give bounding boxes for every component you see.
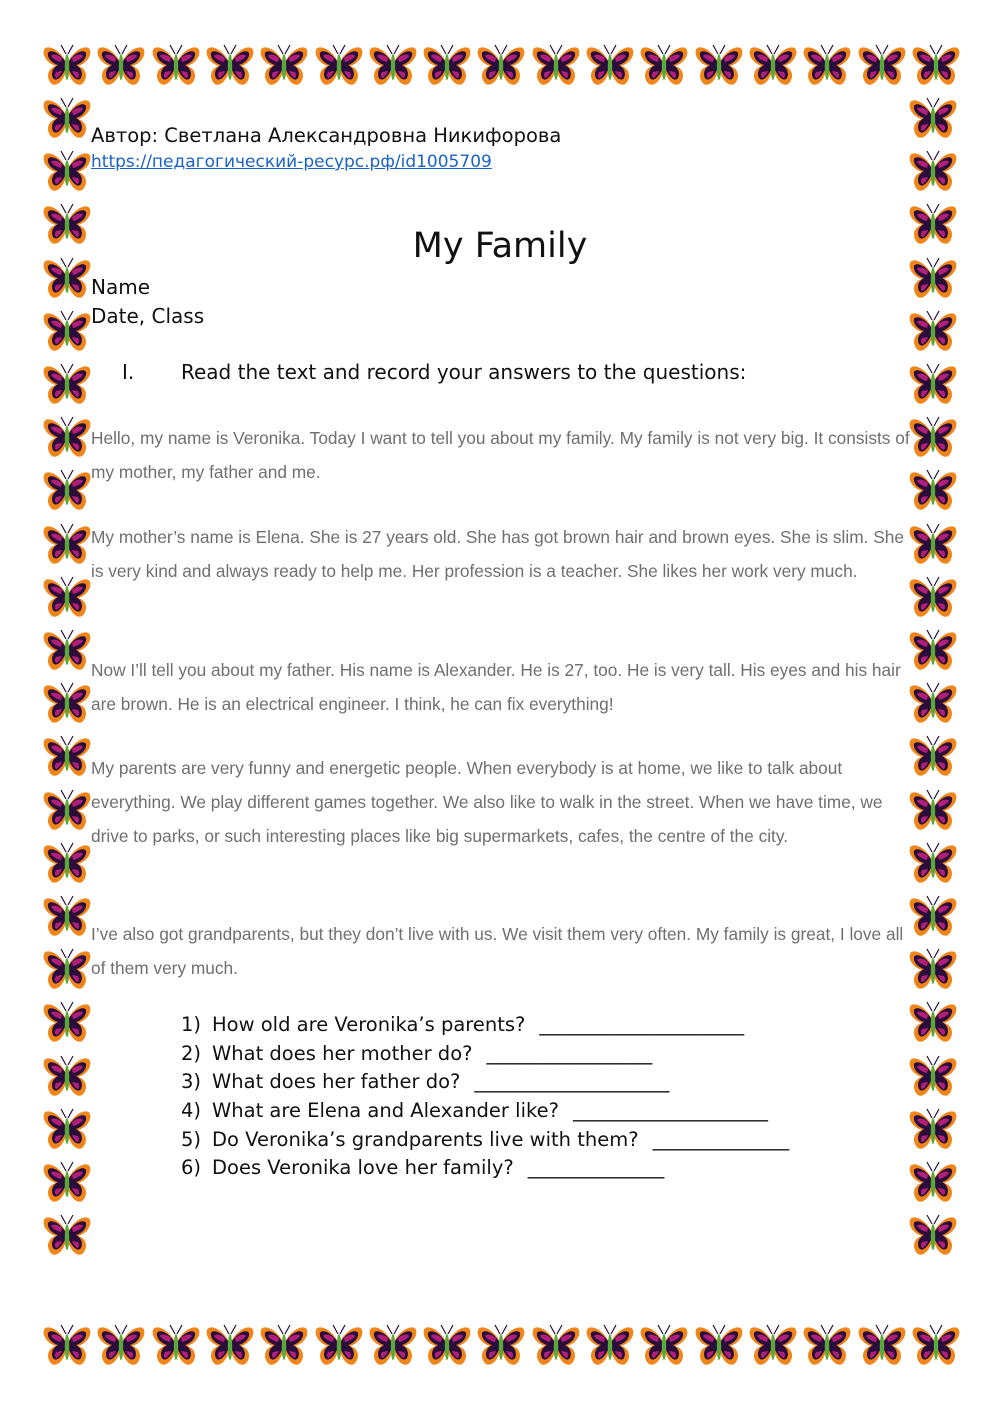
butterfly-icon — [908, 576, 958, 622]
section-number: I. — [122, 360, 135, 384]
paragraph-grandparents: I’ve also got grandparents, but they don’t live with us. We visit them very often. My family is great, I love all of them very much. — [91, 924, 904, 978]
butterfly-icon — [259, 1324, 309, 1370]
butterfly-icon — [908, 310, 958, 356]
question-number: 5) — [181, 1127, 202, 1151]
butterfly-icon — [151, 44, 201, 90]
question-number: 1) — [181, 1013, 202, 1036]
butterfly-icon — [585, 44, 635, 90]
question-text: What does her mother do? — [212, 1041, 473, 1065]
butterfly-icon — [259, 44, 309, 90]
butterfly-icon — [639, 1324, 689, 1370]
butterfly-icon — [908, 1055, 958, 1101]
source-link[interactable]: https://педагогический-ресурс.рф/id1005709 — [91, 152, 492, 172]
butterfly-icon — [96, 1324, 146, 1370]
butterfly-icon — [531, 1324, 581, 1370]
butterfly-icon — [205, 44, 255, 90]
butterfly-icon — [908, 363, 958, 409]
butterfly-icon — [42, 1001, 92, 1047]
butterfly-icon — [908, 97, 958, 143]
butterfly-icon — [96, 44, 146, 90]
question-item — [181, 1011, 789, 1040]
butterfly-icon — [694, 1324, 744, 1370]
question-item — [181, 1154, 789, 1183]
question-list — [181, 1011, 789, 1183]
question-number: 6) — [181, 1156, 202, 1180]
butterfly-icon — [42, 629, 92, 675]
butterfly-icon — [585, 1324, 635, 1370]
butterfly-icon — [908, 789, 958, 835]
butterfly-icon — [42, 948, 92, 994]
butterfly-icon — [908, 1001, 958, 1047]
section-heading — [122, 360, 746, 384]
butterfly-icon — [368, 44, 418, 90]
butterfly-icon — [151, 1324, 201, 1370]
butterfly-icon — [42, 97, 92, 143]
answer-blank[interactable]: _____________________ — [539, 1013, 745, 1036]
butterfly-icon — [42, 895, 92, 941]
question-text: What does her father do? — [212, 1070, 461, 1094]
question-number: 2) — [181, 1041, 202, 1065]
butterfly-icon — [694, 44, 744, 90]
question-text: How old are Veronika’s parents? — [212, 1013, 526, 1036]
question-text: What are Elena and Alexander like? — [212, 1099, 559, 1123]
butterfly-icon — [42, 310, 92, 356]
butterfly-icon — [908, 895, 958, 941]
answer-blank[interactable]: _________________ — [486, 1041, 653, 1065]
answer-blank[interactable]: ____________________ — [572, 1099, 768, 1123]
butterfly-icon — [908, 1108, 958, 1154]
butterfly-icon — [42, 416, 92, 462]
butterfly-icon — [857, 44, 907, 90]
butterfly-icon — [422, 1324, 472, 1370]
butterfly-icon — [531, 44, 581, 90]
butterfly-icon — [42, 1055, 92, 1101]
paragraph-mother: My mother’s name is Elena. She is 27 years old. She has got brown hair and brown eyes. She is slim. She is very kind and always ready to help me. Her profession is a teacher. She likes her work very much. — [91, 527, 904, 581]
butterfly-icon — [314, 44, 364, 90]
answer-blank[interactable]: ____________________ — [474, 1070, 670, 1094]
paragraph-intro: Hello, my name is Veronika. Today I want to tell you about my family. My family is not very big. It consists of my mother, my father and me. — [91, 428, 910, 482]
butterfly-icon — [42, 150, 92, 196]
question-item — [181, 1097, 789, 1126]
butterfly-icon — [908, 150, 958, 196]
butterfly-icon — [908, 682, 958, 728]
butterfly-icon — [42, 523, 92, 569]
butterfly-icon — [314, 1324, 364, 1370]
question-item — [181, 1126, 789, 1155]
date-class-field-label: Date, Class — [91, 304, 205, 328]
answer-blank[interactable]: ______________ — [527, 1156, 665, 1180]
butterfly-icon — [908, 1214, 958, 1260]
question-text: Does Veronika love her family? — [212, 1156, 514, 1180]
question-number: 4) — [181, 1099, 202, 1123]
butterfly-icon — [908, 629, 958, 675]
butterfly-icon — [42, 842, 92, 888]
page-title: My Family — [412, 226, 588, 266]
butterfly-icon — [205, 1324, 255, 1370]
butterfly-icon — [802, 44, 852, 90]
author-line: Автор: Светлана Александровна Никифорова — [91, 124, 562, 147]
butterfly-icon — [908, 416, 958, 462]
butterfly-icon — [42, 789, 92, 835]
butterfly-icon — [42, 363, 92, 409]
question-item — [181, 1068, 789, 1097]
butterfly-icon — [908, 469, 958, 515]
butterfly-icon — [639, 44, 689, 90]
butterfly-icon — [748, 1324, 798, 1370]
question-text: Do Veronika’s grandparents live with them? — [212, 1127, 639, 1151]
question-item — [181, 1040, 789, 1069]
butterfly-icon — [857, 1324, 907, 1370]
butterfly-icon — [908, 948, 958, 994]
butterfly-icon — [422, 44, 472, 90]
butterfly-icon — [476, 1324, 526, 1370]
section-instruction: Read the text and record your answers to the questions: — [181, 360, 747, 384]
butterfly-icon — [908, 1161, 958, 1207]
butterfly-icon — [911, 44, 961, 90]
butterfly-icon — [42, 735, 92, 781]
butterfly-icon — [908, 523, 958, 569]
butterfly-icon — [42, 682, 92, 728]
butterfly-icon — [42, 1161, 92, 1207]
paragraph-father: Now I’ll tell you about my father. His name is Alexander. He is 27, too. He is very tall. His eyes and his hair are brown. He is an electrical engineer. I think, he can fix everything! — [91, 660, 901, 714]
butterfly-icon — [42, 576, 92, 622]
butterfly-icon — [908, 842, 958, 888]
answer-blank[interactable]: ______________ — [652, 1127, 790, 1151]
question-number: 3) — [181, 1070, 202, 1094]
butterfly-icon — [42, 1324, 92, 1370]
butterfly-icon — [476, 44, 526, 90]
butterfly-icon — [908, 735, 958, 781]
butterfly-icon — [368, 1324, 418, 1370]
butterfly-icon — [802, 1324, 852, 1370]
paragraph-parents: My parents are very funny and energetic people. When everybody is at home, we like to talk about everything. We play different games together. We also like to walk in the street. When we have time, we drive to parks, or such interesting places like big supermarkets, cafes, the centre of the city. — [91, 758, 883, 846]
butterfly-icon — [911, 1324, 961, 1370]
butterfly-icon — [42, 1108, 92, 1154]
butterfly-icon — [42, 469, 92, 515]
butterfly-icon — [42, 1214, 92, 1260]
name-field-label: Name — [91, 275, 151, 299]
butterfly-icon — [42, 44, 92, 90]
butterfly-icon — [748, 44, 798, 90]
